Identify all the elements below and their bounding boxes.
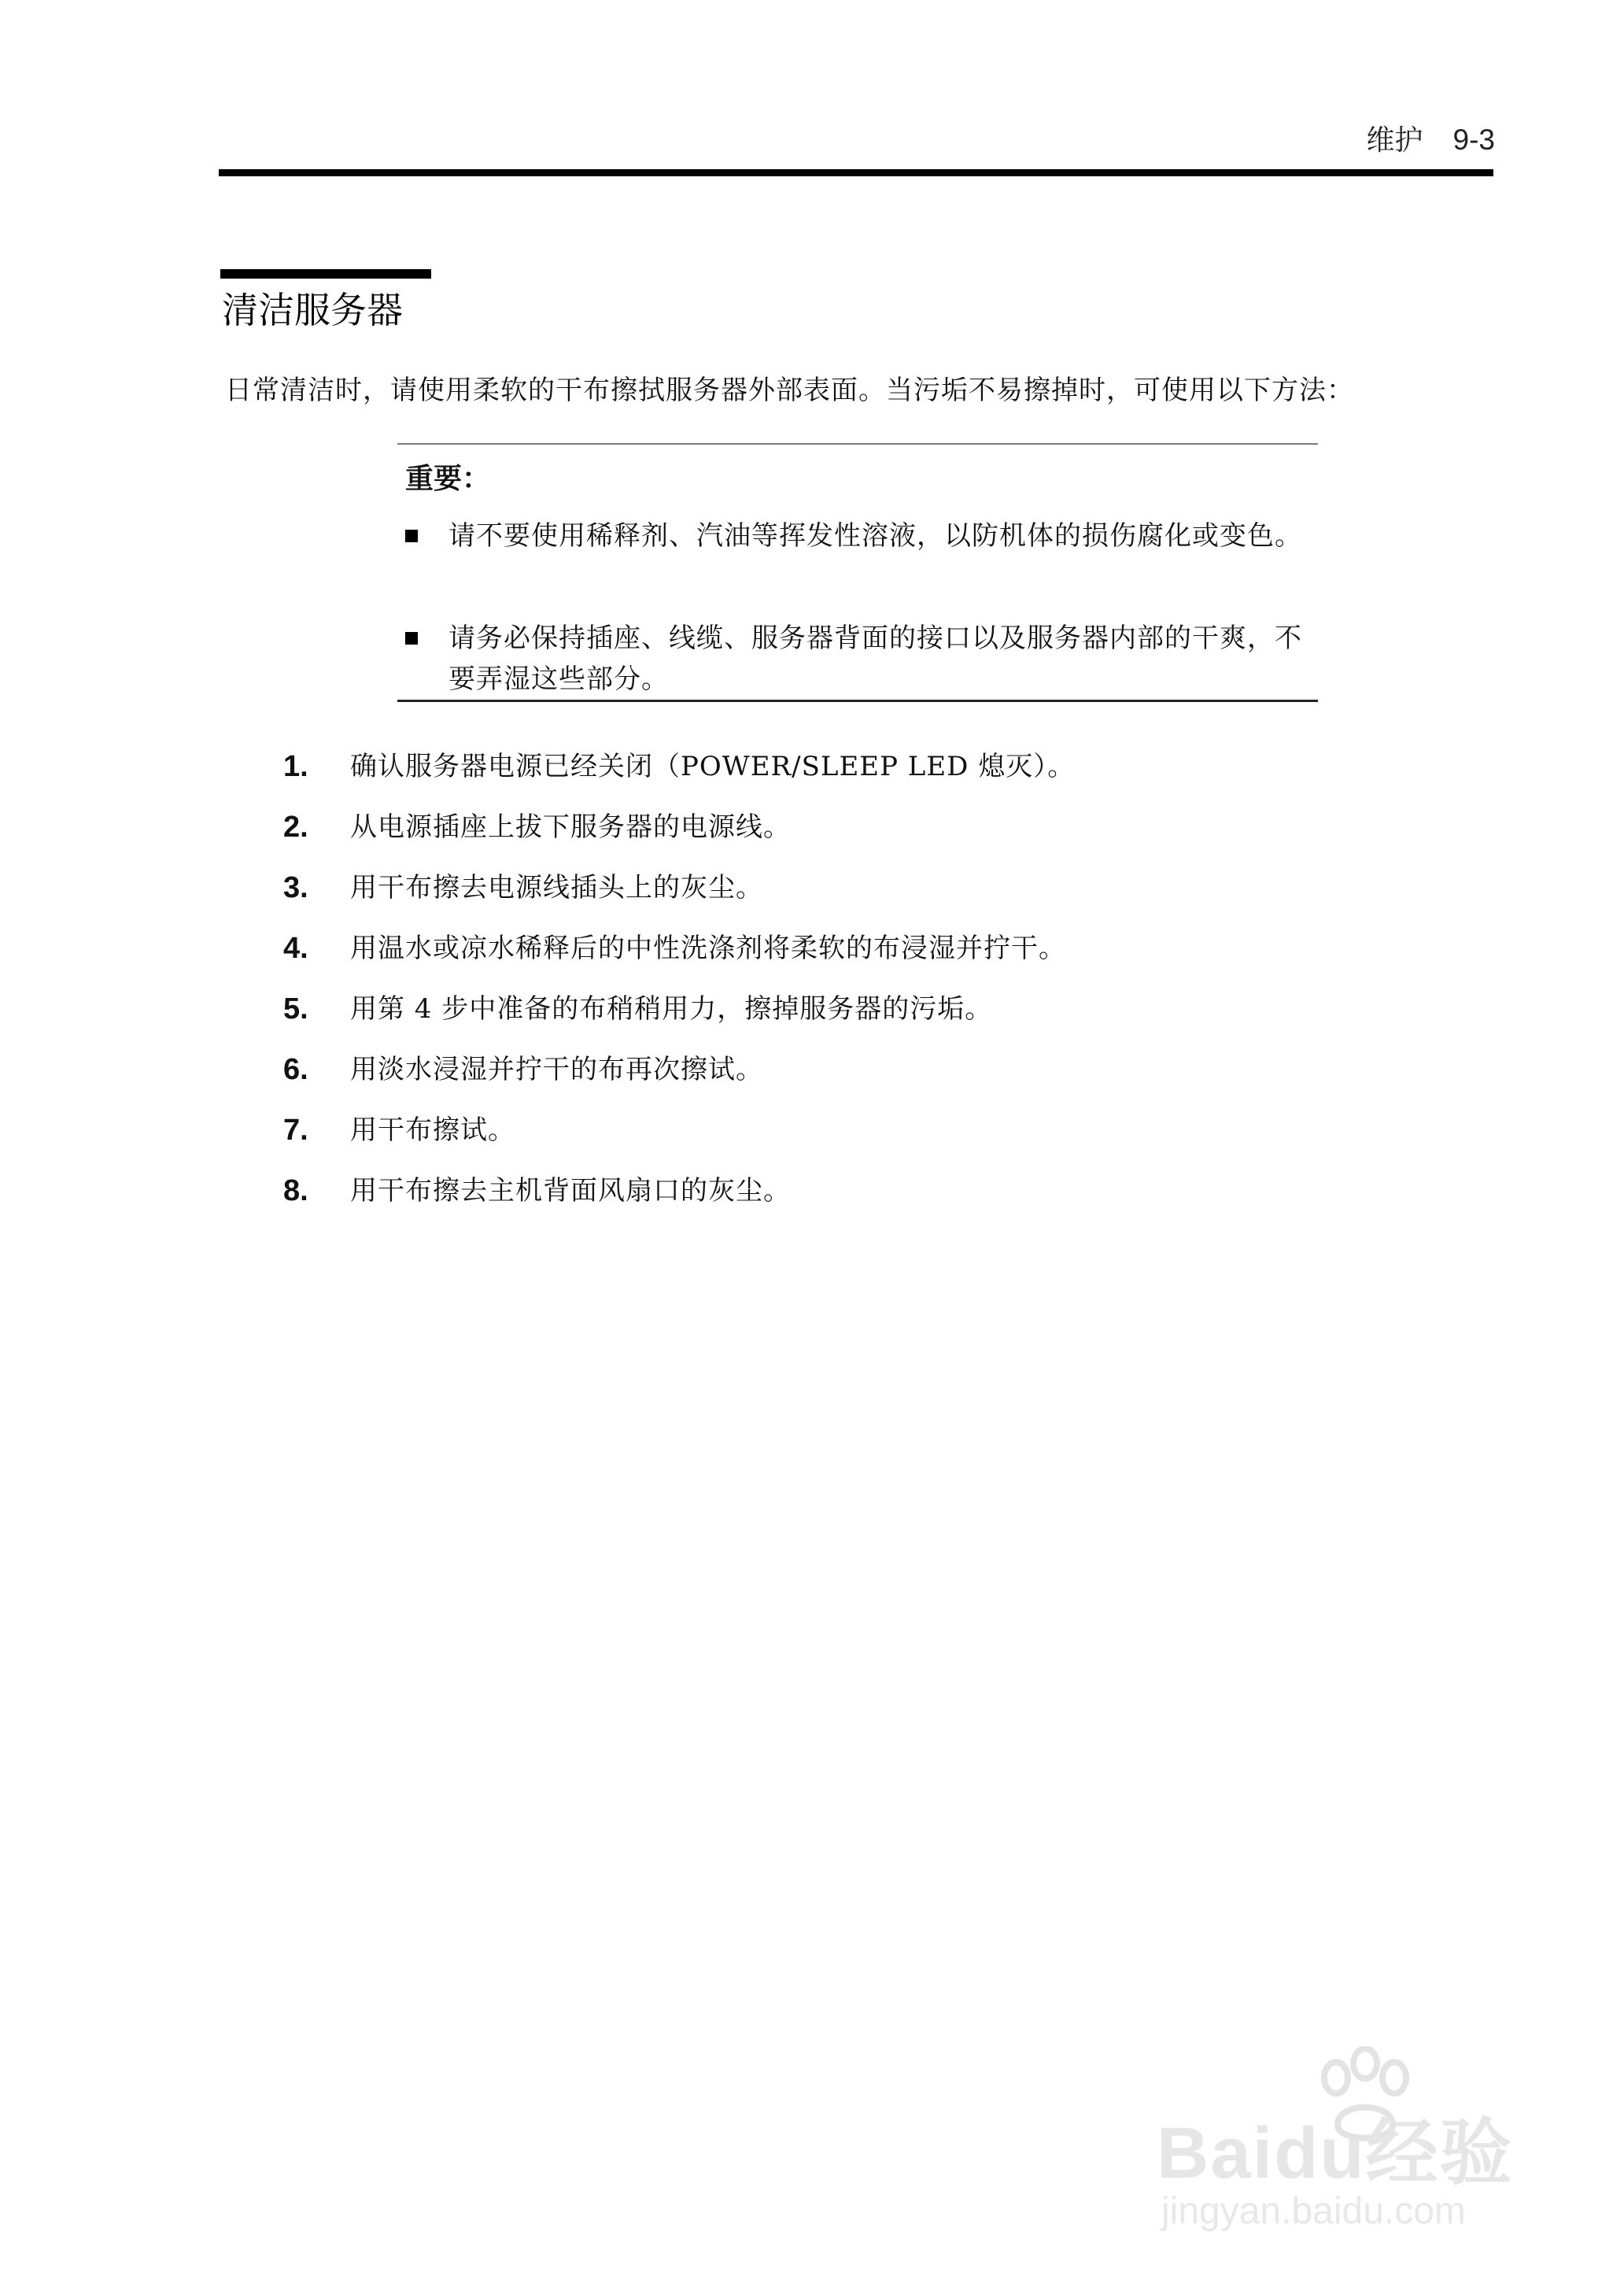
page-number: 9-3 <box>1452 124 1495 156</box>
step-number: 1. <box>283 750 308 783</box>
section-title: 清洁服务器 <box>222 289 403 331</box>
step-number: 6. <box>283 1053 308 1086</box>
watermark-url: jingyan.baidu.com <box>1161 2190 1466 2232</box>
watermark-brand: Baidu经验 <box>1157 2113 1514 2193</box>
note-item-text: 请不要使用稀释剂、汽油等挥发性溶液，以防机体的损伤腐化或变色。 <box>448 520 1302 552</box>
header-rule <box>219 169 1493 176</box>
step-text: 用干布擦去电源线插头上的灰尘。 <box>350 872 763 904</box>
note-top-rule <box>397 443 1318 445</box>
step-number: 7. <box>283 1114 308 1147</box>
square-bullet-icon <box>405 632 418 645</box>
step-number: 8. <box>283 1174 308 1207</box>
note-item <box>405 516 1310 556</box>
chapter-name: 维护 <box>1366 124 1423 157</box>
baidu-watermark <box>1157 2046 1534 2243</box>
section-title-bar <box>220 269 431 279</box>
step-number: 2. <box>283 811 308 844</box>
step-text: 确认服务器电源已经关闭（POWER/SLEEP LED 熄灭）。 <box>350 751 1076 782</box>
step-text: 用温水或凉水稀释后的中性洗涤剂将柔软的布浸湿并拧干。 <box>350 933 1066 964</box>
step-text: 用干布擦试。 <box>350 1114 515 1146</box>
step-text: 用淡水浸湿并拧干的布再次擦试。 <box>350 1054 763 1085</box>
note-item-text: 请务必保持插座、线缆、服务器背面的接口以及服务器内部的干爽，不要弄湿这些部分。 <box>448 623 1302 695</box>
square-bullet-icon <box>405 530 418 542</box>
note-item <box>405 618 1310 700</box>
note-heading: 重要： <box>405 462 491 495</box>
note-bottom-rule <box>397 700 1318 702</box>
step-number: 4. <box>283 932 308 965</box>
step-text: 从电源插座上拔下服务器的电源线。 <box>350 811 791 843</box>
intro-paragraph: 日常清洁时，请使用柔软的干布擦拭服务器外部表面。当污垢不易擦掉时，可使用以下方法： <box>225 375 1354 406</box>
step-number: 3. <box>283 871 308 904</box>
step-text: 用第 4 步中准备的布稍稍用力，擦掉服务器的污垢。 <box>350 993 993 1025</box>
running-header <box>1367 118 1496 158</box>
step-text: 用干布擦去主机背面风扇口的灰尘。 <box>350 1175 791 1207</box>
step-number: 5. <box>283 992 308 1026</box>
